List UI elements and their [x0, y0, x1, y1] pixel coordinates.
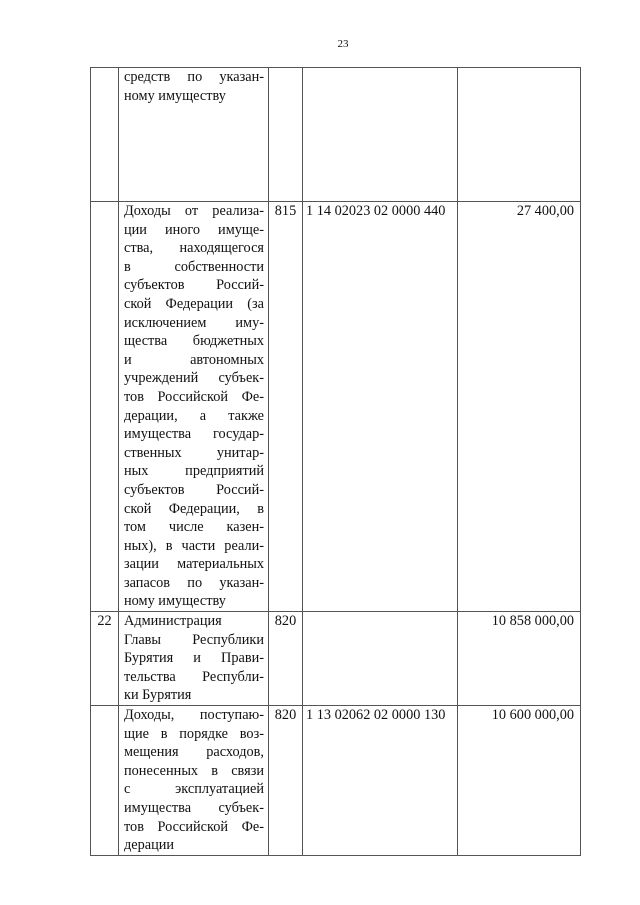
table-row — [91, 612, 581, 706]
description-line: запасов по указан- — [124, 574, 264, 591]
admin-code-cell — [269, 68, 303, 202]
description-line: тов Российской Фе- — [124, 388, 264, 405]
description-line: тельства Республи- — [124, 668, 264, 685]
table-row — [91, 68, 581, 202]
description-line: ской Федерации, в — [124, 500, 264, 517]
description-line: ных), в части реали- — [124, 537, 264, 554]
budget-code-cell — [303, 612, 458, 706]
description-line: с эксплуатацией — [124, 781, 264, 798]
description-line: том числе казен- — [124, 519, 264, 536]
amount-cell: 10 600 000,00 — [458, 706, 581, 856]
description-line: мещения расходов, — [124, 744, 264, 761]
budget-code-cell — [303, 68, 458, 202]
row-number-cell — [91, 68, 119, 202]
description-line: субъектов Россий- — [124, 481, 264, 498]
budget-code-cell: 1 14 02023 02 0000 440 — [303, 202, 458, 612]
description-line: ному имуществу — [124, 87, 226, 104]
row-number-cell — [91, 202, 119, 612]
description-line: субъектов Россий- — [124, 277, 264, 294]
description-line: зации материальных — [124, 556, 264, 573]
description-cell — [119, 68, 269, 202]
description-line: ской Федерации (за — [124, 295, 264, 312]
description-line: Доходы от реализа- — [124, 203, 264, 219]
description-line: ственных унитар- — [124, 444, 264, 461]
description-line: дерации — [124, 837, 175, 854]
description-line: Доходы, поступаю- — [124, 707, 264, 724]
table-row — [91, 706, 581, 856]
row-number-cell: 22 — [91, 612, 119, 706]
admin-code-cell: 820 — [269, 706, 303, 856]
description-line: ции иного имуще- — [124, 221, 264, 238]
description-line: ства, находящегося — [124, 240, 264, 257]
description-line: щие в порядке воз- — [124, 725, 264, 742]
admin-code-cell: 820 — [269, 612, 303, 706]
description-line: Бурятия и Прави- — [124, 650, 264, 667]
row-number-cell — [91, 706, 119, 856]
description-line: учреждений субъек- — [124, 370, 264, 387]
page-number: 23 — [337, 38, 349, 50]
description-line: понесенных в связи — [124, 762, 264, 779]
table-row — [91, 202, 581, 612]
amount-cell — [458, 68, 581, 202]
description-line: имущества государ- — [124, 426, 264, 443]
description-line: щества бюджетных — [124, 333, 264, 350]
amount-cell: 27 400,00 — [458, 202, 581, 612]
description-line: в собственности — [124, 258, 264, 275]
description-line: Главы Республики — [124, 631, 264, 648]
revenue-table — [90, 67, 581, 856]
budget-code-cell: 1 13 02062 02 0000 130 — [303, 706, 458, 856]
description-line: ки Бурятия — [124, 687, 192, 704]
amount-cell: 10 858 000,00 — [458, 612, 581, 706]
description-line: ных предприятий — [124, 463, 264, 480]
description-line: и автономных — [124, 351, 264, 368]
admin-code-cell: 815 — [269, 202, 303, 612]
description-line: исключением иму- — [124, 314, 264, 331]
description-line: дерации, а также — [124, 407, 264, 424]
description-line: средств по указан- — [124, 69, 264, 85]
description-cell — [119, 612, 269, 706]
description-line: Администрация — [124, 613, 222, 630]
description-line: тов Российской Фе- — [124, 818, 264, 835]
description-line: имущества субъек- — [124, 800, 264, 816]
description-cell — [119, 202, 269, 612]
description-line: ному имуществу — [124, 593, 226, 610]
description-cell — [119, 706, 269, 856]
